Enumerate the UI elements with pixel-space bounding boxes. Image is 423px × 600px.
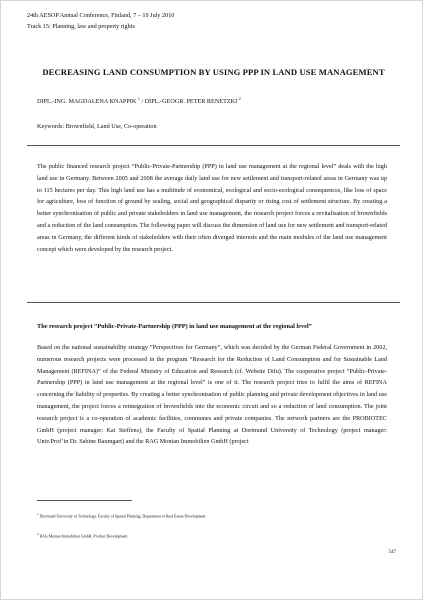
running-header [27, 10, 174, 32]
author-2-footnote-ref: 2 [238, 96, 241, 101]
keywords: Keywords: Brownfield, Land Use, Co-operation [37, 123, 157, 130]
divider-section [27, 302, 400, 303]
paper-title: DECREASING LAND CONSUMPTION BY USING PPP IN LAND USE MANAGEMENT [42, 67, 385, 77]
footnote-1-text: Dortmund University of Technology, Faculty of Spatial Planning, Department of Real Estate Development [39, 514, 206, 519]
footnote-2-text: RAG Montan Immobilien GmbH, Product Development [39, 534, 128, 539]
author-separator: / [139, 98, 145, 106]
conference-line: 24th AESOP Annual Conference, Finland, 7 – 10 July 2010 [27, 12, 175, 19]
page-number: 547 [388, 550, 396, 555]
author-1: DIPL.-ING. MAGDALENA KNAPPIK [37, 98, 137, 106]
divider-top [27, 145, 400, 146]
footnote-rule [37, 500, 132, 501]
footnote-1-ref: 1 [37, 512, 39, 516]
footnote-2 [37, 532, 127, 538]
track-line: Track 15: Planning, law and property rights [27, 23, 135, 30]
section-body: Based on the national sustainability strategy “Perspectives for Germany”, which was decided by the German Federal Government in 2002, numerous research projects were processed in the program “Research for the Reduction of Land Consumption and for Sustainable Land Management (REFINA)” of the Federal Ministry of Education and Research (cf. Website Difu). The cooperative project “Public-Private-Partnership (PPP) in land use management at the regional level” is one of it. The research project tries to fulfil the aims of REFINA concerning the liability of properties. By creating a better synchronisation of public planning and private development objectives in land use management, the project forces a reintegration of brownfields into the economic circuit and so a reduction of land consumption. The joint research project is a co-operation of academic facilities, communes and private companies. The network partners are the PROBIOTEC GmbH (project manager: Kai Steffens), the Faculty of Spatial Planning at Dortmund University of Technology (project manager: Univ.Prof’in Dr. Sabine Baumgart) and the RAG Montan Immobilien GmbH (project [37, 344, 387, 446]
footnote-1 [37, 512, 206, 518]
section-heading: The research project “Public-Private-Partnership (PPP) in land use management at the regional level” [37, 323, 312, 330]
author-2: DIPL.-GEOGR. PETER RENETZKI [144, 98, 238, 106]
author-line [37, 96, 241, 105]
author-1-footnote-ref: 1 [137, 96, 140, 101]
abstract: The public financed research project “Public-Private-Partnership (PPP) in land use management at the regional level” deals with the high land use in Germany. Between 2005 and 2008 the average daily land use for new settlement and transport-related areas in Germany was up to 115 hectares per day. This high land use has a multitude of economical, ecological and socio-ecological consequences, like loss of space for agriculture, loss of function of ground by sealing, social and geographical disparity or rising cost of settlement structure. By creating a better synchronisation of public and private stakeholders in land use management, the research project forces a revitalisation of brownfields and a reduction of the land consumption. The following paper will discuss the dimension of land use for new settlement and transport-related areas in Germany, the different kinds of stakeholders with their often diverged interests and the main modules of the land use management concept which were developed by the research project. [37, 163, 387, 253]
footnote-2-ref: 2 [37, 532, 39, 536]
